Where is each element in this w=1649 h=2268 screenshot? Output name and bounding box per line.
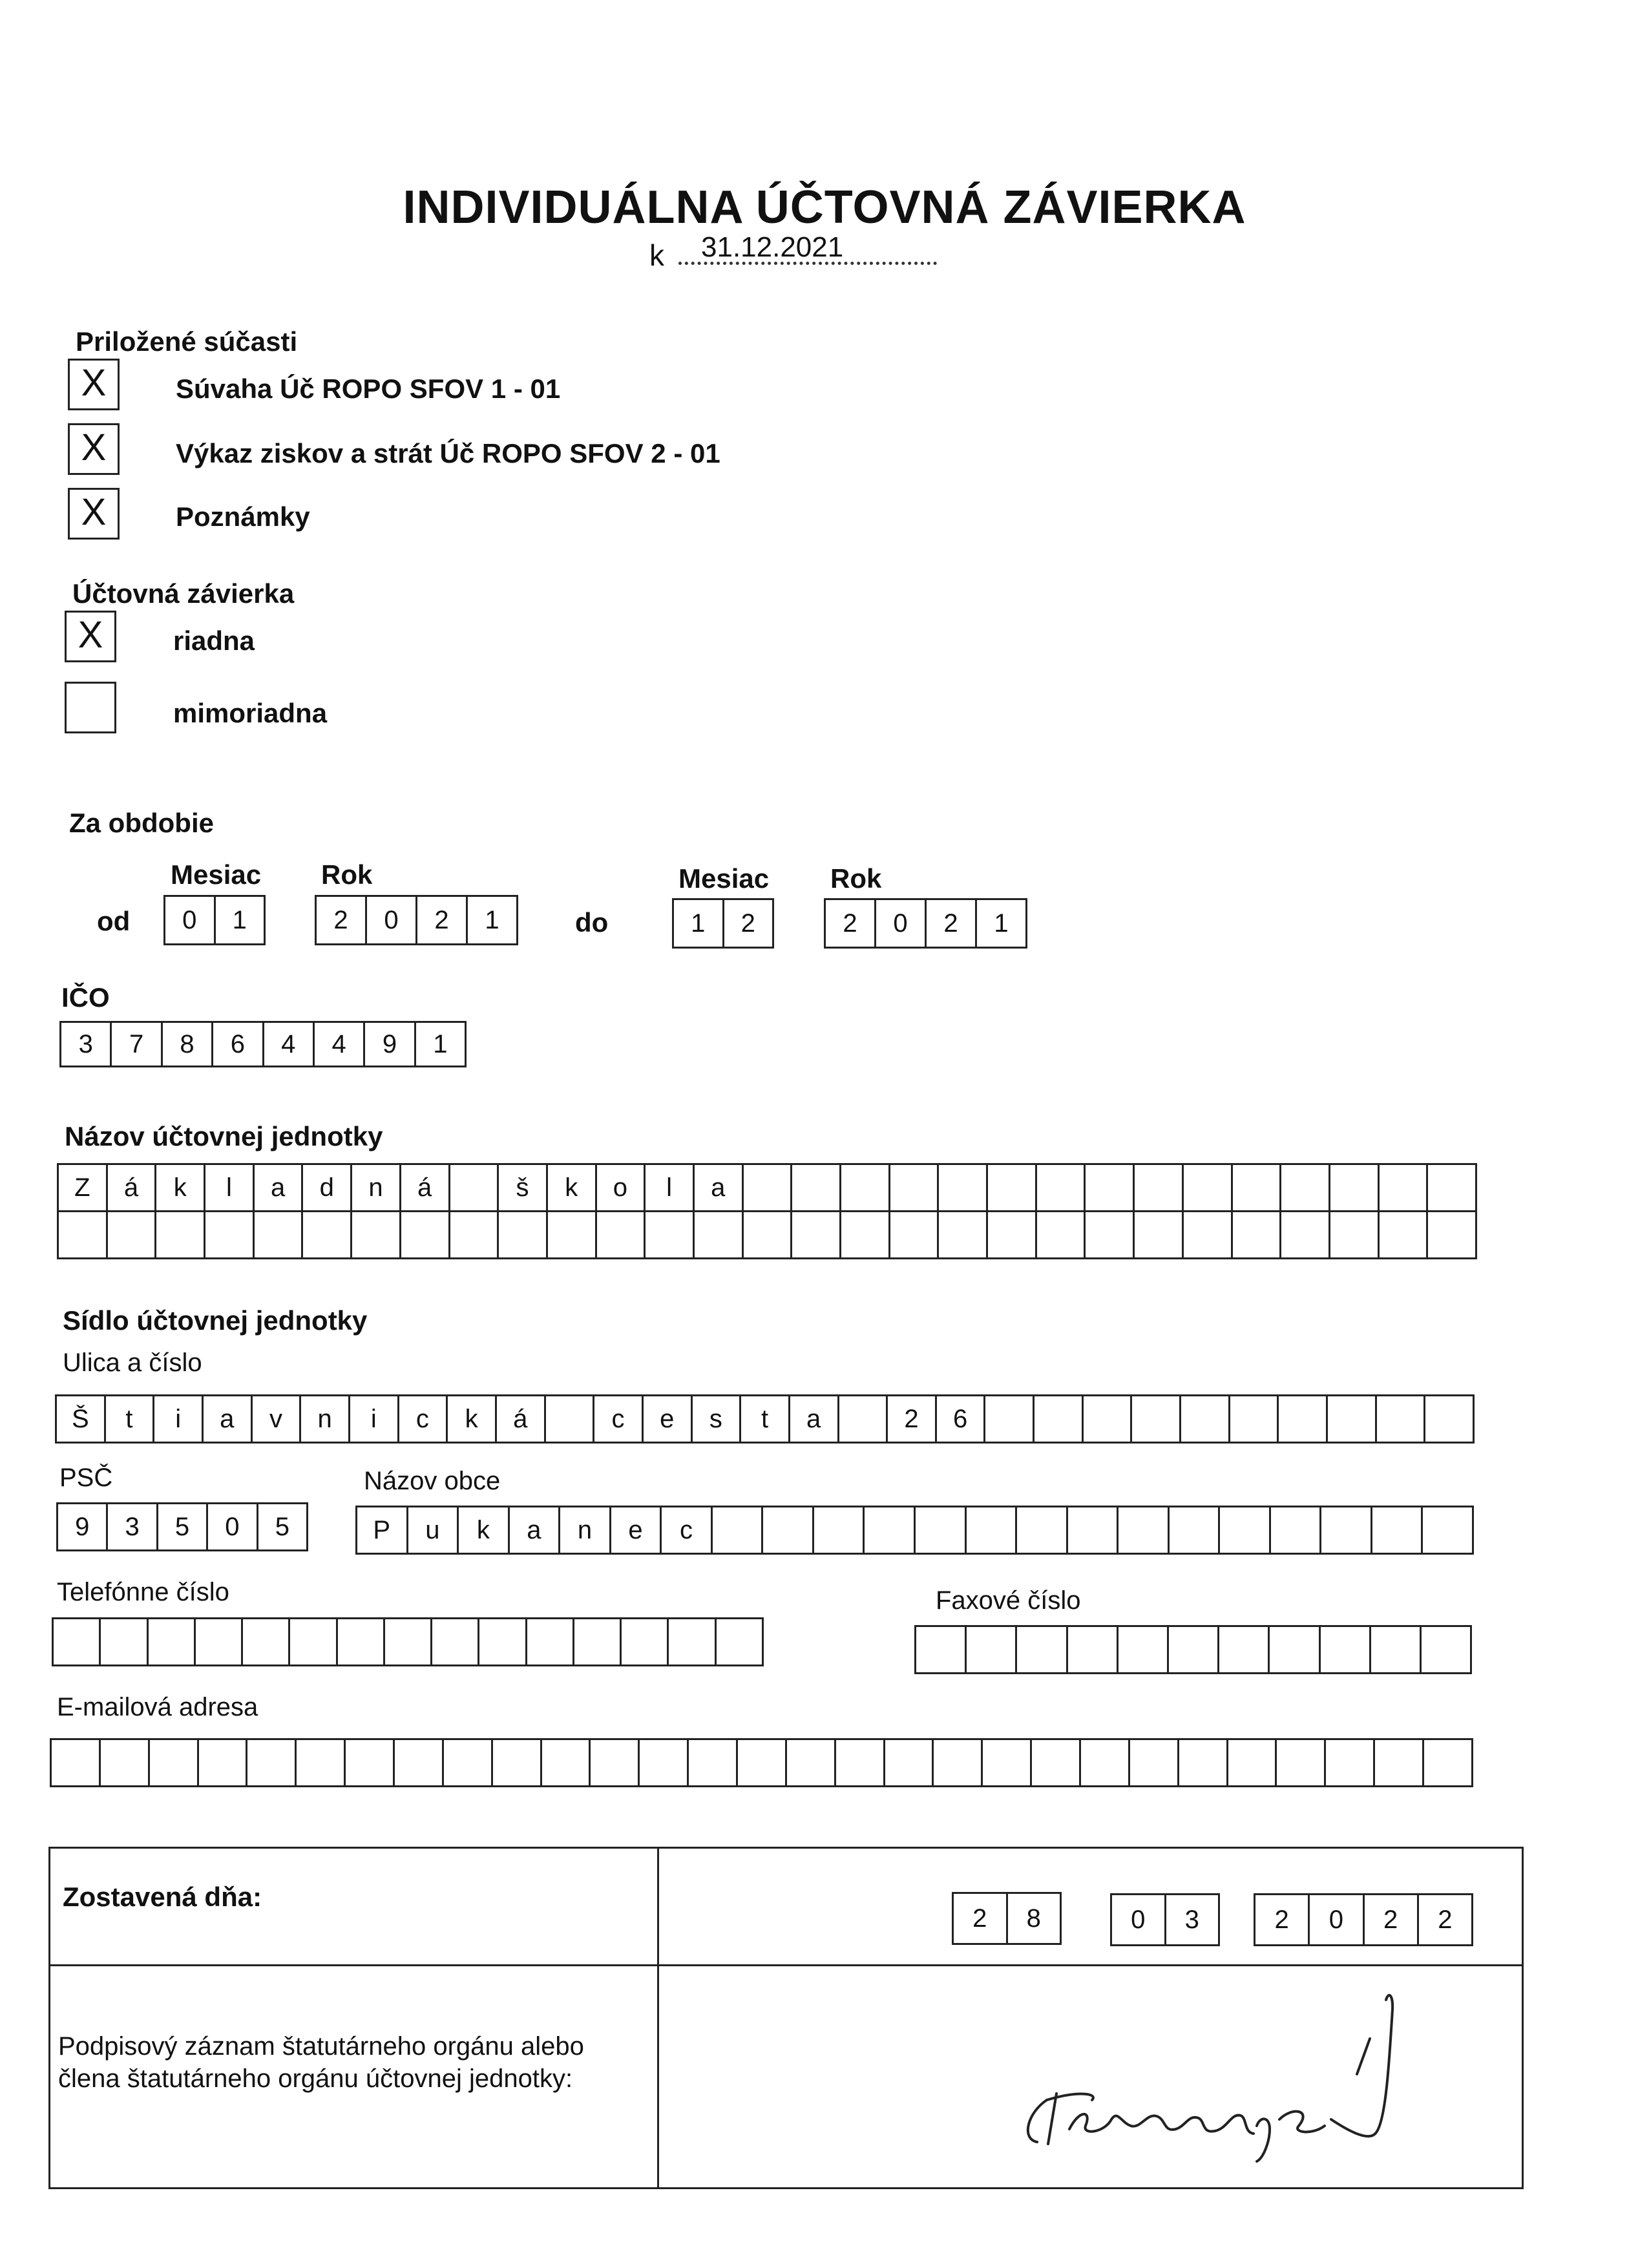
name-field-row2-cell[interactable] xyxy=(890,1212,940,1257)
fax-field[interactable] xyxy=(914,1625,1472,1674)
period-heading: Za obdobie xyxy=(69,808,214,838)
town-field-cell[interactable] xyxy=(1119,1507,1170,1553)
email-field-cell[interactable] xyxy=(297,1740,346,1785)
from-label: od xyxy=(97,906,131,936)
email-field-cell[interactable] xyxy=(787,1740,836,1785)
street-field-cell[interactable]: n xyxy=(301,1396,350,1442)
from-year-field-cell[interactable]: 1 xyxy=(485,905,499,934)
phone-field-cell[interactable] xyxy=(669,1619,716,1664)
name-field-row2-cell[interactable] xyxy=(1380,1212,1429,1257)
to-year-field-cell[interactable]: 0 xyxy=(876,900,927,947)
name-field-row2-cell[interactable] xyxy=(1135,1212,1184,1257)
ico-field-cell[interactable]: 4 xyxy=(264,1023,315,1066)
phone-field-cell[interactable] xyxy=(54,1619,101,1664)
email-field-cell[interactable] xyxy=(101,1740,150,1785)
from-month-field-cell[interactable]: 1 xyxy=(232,905,247,934)
name-field-row2-cell[interactable] xyxy=(156,1212,205,1257)
email-field-cell[interactable] xyxy=(150,1740,199,1785)
phone-field-cell[interactable] xyxy=(479,1619,527,1664)
to-month-label: Mesiac xyxy=(678,863,770,894)
name-field-row2-cell[interactable] xyxy=(255,1212,304,1257)
street-field-cell[interactable] xyxy=(1279,1396,1328,1442)
street-field-cell[interactable]: e xyxy=(644,1396,693,1442)
fax-field-cell[interactable] xyxy=(1321,1627,1371,1672)
street-field-cell[interactable] xyxy=(1035,1396,1084,1442)
fax-field-cell[interactable] xyxy=(1169,1627,1219,1672)
name-field-row1-cell[interactable]: k xyxy=(156,1165,205,1210)
label-regular: riadna xyxy=(173,625,255,656)
name-field-row2-cell[interactable] xyxy=(744,1212,793,1257)
signature-label-line1: Podpisový záznam štatutárneho orgánu alebo xyxy=(58,2032,584,2061)
name-field-row1-cell[interactable] xyxy=(1233,1165,1282,1210)
ico-field-cell[interactable]: 4 xyxy=(315,1023,365,1066)
email-field-cell[interactable] xyxy=(52,1740,101,1785)
name-field-row2-cell[interactable] xyxy=(450,1212,499,1257)
street-field-cell[interactable]: i xyxy=(154,1396,204,1442)
phone-field-cell[interactable] xyxy=(385,1619,432,1664)
name-field-row1-cell[interactable] xyxy=(988,1165,1037,1210)
email-field-cell[interactable] xyxy=(738,1740,787,1785)
email-field-cell[interactable] xyxy=(1424,1740,1471,1785)
email-field-cell[interactable] xyxy=(199,1740,248,1785)
email-field-cell[interactable] xyxy=(395,1740,444,1785)
street-field-cell[interactable]: á xyxy=(497,1396,546,1442)
name-field-row1-cell[interactable] xyxy=(841,1165,890,1210)
psc-field-cell[interactable]: 0 xyxy=(208,1504,258,1549)
street-field-cell[interactable] xyxy=(1230,1396,1279,1442)
name-field-row2-cell[interactable] xyxy=(108,1212,157,1257)
street-field-cell[interactable]: c xyxy=(594,1396,644,1442)
handwritten-signature xyxy=(1008,1971,1409,2165)
street-field-cell[interactable]: k xyxy=(448,1396,497,1442)
fax-field-cell[interactable] xyxy=(1017,1627,1067,1672)
seat-label: Sídlo účtovnej jednotky xyxy=(63,1305,368,1336)
street-field-cell[interactable]: c xyxy=(399,1396,448,1442)
name-field-row1-cell[interactable]: á xyxy=(108,1165,157,1210)
compiled-year-field-cell[interactable]: 0 xyxy=(1310,1895,1364,1944)
name-field-row2-cell[interactable] xyxy=(841,1212,890,1257)
date-dotted-line xyxy=(678,249,937,265)
email-field-cell[interactable] xyxy=(542,1740,591,1785)
name-field-row1-cell[interactable] xyxy=(1037,1165,1086,1210)
signature-label-line2: člena štatutárneho orgánu účtovnej jednotky: xyxy=(58,2064,573,2093)
from-year-label: Rok xyxy=(321,859,373,890)
email-field-cell[interactable] xyxy=(640,1740,689,1785)
email-field-cell[interactable] xyxy=(1130,1740,1179,1785)
town-field-cell[interactable]: u xyxy=(408,1507,459,1553)
name-field-row2-cell[interactable] xyxy=(1281,1212,1330,1257)
town-field-cell[interactable]: c xyxy=(662,1507,713,1553)
email-field-cell[interactable] xyxy=(493,1740,542,1785)
ico-field[interactable] xyxy=(59,1021,467,1067)
date-prefix: k xyxy=(649,238,664,272)
name-field-row2-cell[interactable] xyxy=(597,1212,646,1257)
street-field-cell[interactable]: Š xyxy=(57,1396,106,1442)
psc-field-cell[interactable]: 5 xyxy=(275,1512,289,1541)
from-month-field[interactable] xyxy=(163,895,266,945)
email-field-cell[interactable] xyxy=(247,1740,297,1785)
compiled-month-field[interactable] xyxy=(1110,1893,1220,1946)
name-field-row1-cell[interactable] xyxy=(1135,1165,1184,1210)
street-field-cell[interactable]: 6 xyxy=(937,1396,986,1442)
town-field-cell[interactable] xyxy=(1372,1507,1423,1553)
town-field-cell[interactable] xyxy=(916,1507,967,1553)
name-field-row2-cell[interactable] xyxy=(59,1212,108,1257)
phone-field[interactable] xyxy=(52,1617,764,1666)
town-field-cell[interactable] xyxy=(1271,1507,1322,1553)
email-field-cell[interactable] xyxy=(1228,1740,1277,1785)
name-field-row1-cell[interactable] xyxy=(1281,1165,1330,1210)
street-field-cell[interactable]: t xyxy=(741,1396,790,1442)
phone-field-cell[interactable] xyxy=(622,1619,669,1664)
table-divider-horizontal xyxy=(48,1964,1524,1966)
name-field-row1-cell[interactable] xyxy=(890,1165,940,1210)
from-year-field[interactable] xyxy=(315,895,518,945)
closure-heading: Účtovná závierka xyxy=(72,578,295,609)
name-field-row2-cell[interactable] xyxy=(792,1212,841,1257)
email-label: E-mailová adresa xyxy=(57,1693,258,1721)
name-field-row2-cell[interactable] xyxy=(303,1212,352,1257)
fax-field-cell[interactable] xyxy=(1068,1627,1119,1672)
name-field-row2[interactable] xyxy=(57,1210,1477,1259)
name-field-row1-cell[interactable] xyxy=(1380,1165,1429,1210)
to-year-field-cell[interactable]: 2 xyxy=(927,900,977,947)
name-field-row2-cell[interactable] xyxy=(352,1212,401,1257)
fax-field-cell[interactable] xyxy=(1270,1627,1320,1672)
street-field-cell[interactable] xyxy=(1328,1396,1377,1442)
ico-field-cell[interactable]: 1 xyxy=(433,1029,448,1058)
compiled-day-field[interactable] xyxy=(952,1892,1062,1945)
to-month-field[interactable] xyxy=(672,898,774,949)
psc-field-cell[interactable]: 5 xyxy=(158,1504,208,1549)
to-month-field-cell[interactable]: 1 xyxy=(674,900,724,947)
name-field-row1-cell[interactable]: o xyxy=(597,1165,646,1210)
name-field-row1-cell[interactable] xyxy=(450,1165,499,1210)
psc-field-cell[interactable]: 9 xyxy=(58,1504,108,1549)
from-year-field-cell[interactable]: 0 xyxy=(367,897,417,943)
fax-field-cell[interactable] xyxy=(1422,1627,1470,1672)
street-field-cell[interactable] xyxy=(546,1396,595,1442)
town-field-cell[interactable] xyxy=(1321,1507,1372,1553)
town-field-cell[interactable] xyxy=(1170,1507,1221,1553)
checkbox-profit-loss[interactable]: X xyxy=(68,423,120,475)
to-year-field[interactable] xyxy=(824,898,1027,949)
checkbox-regular[interactable]: X xyxy=(65,611,116,662)
email-field-cell[interactable] xyxy=(983,1740,1032,1785)
street-field-cell[interactable]: a xyxy=(790,1396,839,1442)
name-field-row2-cell[interactable] xyxy=(1037,1212,1086,1257)
email-field-cell[interactable] xyxy=(934,1740,983,1785)
fax-field-cell[interactable] xyxy=(1119,1627,1169,1672)
name-field-row1-cell[interactable]: d xyxy=(303,1165,352,1210)
phone-field-cell[interactable] xyxy=(196,1619,243,1664)
fax-label: Faxové číslo xyxy=(936,1586,1081,1615)
name-field-row1-cell[interactable]: l xyxy=(205,1165,255,1210)
name-field-row2-cell[interactable] xyxy=(499,1212,548,1257)
town-field-cell[interactable]: e xyxy=(611,1507,662,1553)
to-label: do xyxy=(575,907,609,938)
compiled-day-field-cell[interactable]: 2 xyxy=(954,1894,1008,1943)
street-field-cell[interactable]: i xyxy=(350,1396,399,1442)
name-field-row1-cell[interactable]: a xyxy=(255,1165,304,1210)
page-title: INDIVIDUÁLNA ÚČTOVNÁ ZÁVIERKA xyxy=(403,182,1246,233)
town-field-cell[interactable]: P xyxy=(357,1507,408,1553)
email-field[interactable] xyxy=(50,1738,1473,1787)
town-field-cell[interactable] xyxy=(1068,1507,1119,1553)
name-label: Názov účtovnej jednotky xyxy=(65,1121,383,1151)
street-field-cell[interactable] xyxy=(1377,1396,1426,1442)
email-field-cell[interactable] xyxy=(1375,1740,1424,1785)
name-field-row1-cell[interactable]: á xyxy=(401,1165,450,1210)
label-balance-sheet: Súvaha Úč ROPO SFOV 1 - 01 xyxy=(176,373,561,404)
name-field-row2-cell[interactable] xyxy=(1330,1212,1380,1257)
compiled-year-field-cell[interactable]: 2 xyxy=(1255,1895,1310,1944)
from-month-label: Mesiac xyxy=(171,859,262,890)
phone-label: Telefónne číslo xyxy=(57,1578,229,1606)
label-extraordinary: mimoriadna xyxy=(173,698,328,728)
ico-label: IČO xyxy=(61,982,110,1013)
email-field-cell[interactable] xyxy=(885,1740,934,1785)
town-field-cell[interactable] xyxy=(713,1507,764,1553)
email-field-cell[interactable] xyxy=(1179,1740,1228,1785)
label-profit-loss: Výkaz ziskov a strát Úč ROPO SFOV 2 - 01 xyxy=(176,438,720,468)
email-field-cell[interactable] xyxy=(836,1740,885,1785)
compiled-month-field-cell[interactable]: 3 xyxy=(1184,1905,1199,1934)
town-field-cell[interactable] xyxy=(814,1507,865,1553)
town-field-cell[interactable] xyxy=(967,1507,1018,1553)
from-year-field-cell[interactable]: 2 xyxy=(417,897,468,943)
town-field-cell[interactable] xyxy=(763,1507,814,1553)
compiled-year-field[interactable] xyxy=(1254,1893,1473,1946)
street-field-cell[interactable] xyxy=(1425,1396,1473,1442)
phone-field-cell[interactable] xyxy=(243,1619,290,1664)
to-year-label: Rok xyxy=(830,863,882,894)
street-field-cell[interactable] xyxy=(1181,1396,1230,1442)
name-field-row1-cell[interactable]: š xyxy=(499,1165,548,1210)
phone-field-cell[interactable] xyxy=(717,1619,762,1664)
name-field-row2-cell[interactable] xyxy=(1233,1212,1282,1257)
town-label: Názov obce xyxy=(364,1467,501,1495)
name-field-row1-cell[interactable]: k xyxy=(548,1165,597,1210)
phone-field-cell[interactable] xyxy=(574,1619,622,1664)
from-month-field-cell[interactable]: 0 xyxy=(165,897,216,943)
town-field-cell[interactable] xyxy=(1423,1507,1472,1553)
street-label: Ulica a číslo xyxy=(63,1349,202,1377)
phone-field-cell[interactable] xyxy=(101,1619,148,1664)
street-field[interactable] xyxy=(55,1394,1475,1444)
compiled-year-field-cell[interactable]: 2 xyxy=(1438,1905,1453,1934)
name-field-row2-cell[interactable] xyxy=(205,1212,255,1257)
name-field-row2-cell[interactable] xyxy=(1086,1212,1135,1257)
psc-field-cell[interactable]: 3 xyxy=(108,1504,158,1549)
phone-field-cell[interactable] xyxy=(432,1619,479,1664)
town-field-cell[interactable] xyxy=(865,1507,916,1553)
attached-heading: Priložené súčasti xyxy=(76,326,298,357)
street-field-cell[interactable] xyxy=(1132,1396,1181,1442)
name-field-row2-cell[interactable] xyxy=(548,1212,597,1257)
checkbox-balance-sheet[interactable]: X xyxy=(68,359,120,410)
name-field-row1-cell[interactable] xyxy=(1330,1165,1380,1210)
name-field-row1-cell[interactable] xyxy=(744,1165,793,1210)
compiled-month-field-cell[interactable]: 0 xyxy=(1112,1895,1166,1944)
street-field-cell[interactable] xyxy=(985,1396,1035,1442)
compiled-year-field-cell[interactable]: 2 xyxy=(1365,1895,1419,1944)
name-field-row2-cell[interactable] xyxy=(988,1212,1037,1257)
town-field-cell[interactable] xyxy=(1220,1507,1271,1553)
name-field-row2-cell[interactable] xyxy=(695,1212,744,1257)
to-month-field-cell[interactable]: 2 xyxy=(740,908,755,938)
email-field-cell[interactable] xyxy=(1081,1740,1130,1785)
street-field-cell[interactable] xyxy=(1084,1396,1133,1442)
name-field-row2-cell[interactable] xyxy=(1184,1212,1233,1257)
town-field-cell[interactable]: n xyxy=(560,1507,611,1553)
name-field-row1-cell[interactable]: l xyxy=(646,1165,695,1210)
email-field-cell[interactable] xyxy=(346,1740,395,1785)
fax-field-cell[interactable] xyxy=(967,1627,1017,1672)
name-field-row1-cell[interactable] xyxy=(792,1165,841,1210)
to-year-field-cell[interactable]: 1 xyxy=(994,908,1009,938)
town-field-cell[interactable] xyxy=(1017,1507,1068,1553)
email-field-cell[interactable] xyxy=(444,1740,493,1785)
name-field-row1-cell[interactable] xyxy=(939,1165,988,1210)
compiled-day-field-cell[interactable]: 8 xyxy=(1026,1904,1041,1933)
phone-field-cell[interactable] xyxy=(338,1619,385,1664)
street-field-cell[interactable] xyxy=(839,1396,888,1442)
phone-field-cell[interactable] xyxy=(290,1619,337,1664)
name-field-row1-cell[interactable] xyxy=(1428,1165,1475,1210)
name-field-row2-cell[interactable] xyxy=(401,1212,450,1257)
from-year-field-cell[interactable]: 2 xyxy=(317,897,367,943)
phone-field-cell[interactable] xyxy=(527,1619,574,1664)
street-field-cell[interactable]: v xyxy=(253,1396,302,1442)
name-field-row1-cell[interactable] xyxy=(1086,1165,1135,1210)
name-field-row2-cell[interactable] xyxy=(646,1212,695,1257)
name-field-row1-cell[interactable] xyxy=(1184,1165,1233,1210)
fax-field-cell[interactable] xyxy=(916,1627,967,1672)
street-field-cell[interactable]: s xyxy=(693,1396,742,1442)
fax-field-cell[interactable] xyxy=(1371,1627,1422,1672)
name-field-row1-cell[interactable]: n xyxy=(352,1165,401,1210)
email-field-cell[interactable] xyxy=(591,1740,640,1785)
name-field-row2-cell[interactable] xyxy=(939,1212,988,1257)
closure-date[interactable]: 31.12.2021 xyxy=(701,231,844,263)
email-field-cell[interactable] xyxy=(1277,1740,1326,1785)
street-field-cell[interactable]: 2 xyxy=(888,1396,937,1442)
email-field-cell[interactable] xyxy=(1326,1740,1375,1785)
name-field-row2-cell[interactable] xyxy=(1428,1212,1475,1257)
email-field-cell[interactable] xyxy=(689,1740,738,1785)
name-field-row1-cell[interactable]: a xyxy=(695,1165,744,1210)
checkbox-extraordinary[interactable] xyxy=(65,682,116,733)
ico-field-cell[interactable]: 9 xyxy=(365,1023,415,1066)
email-field-cell[interactable] xyxy=(1032,1740,1081,1785)
ico-field-cell[interactable]: 6 xyxy=(213,1023,264,1066)
to-year-field-cell[interactable]: 2 xyxy=(826,900,876,947)
town-field-cell[interactable]: k xyxy=(459,1507,510,1553)
ico-field-cell[interactable]: 7 xyxy=(112,1023,162,1066)
town-field-cell[interactable]: a xyxy=(510,1507,561,1553)
ico-field-cell[interactable]: 8 xyxy=(163,1023,213,1066)
ico-field-cell[interactable]: 3 xyxy=(61,1023,112,1066)
name-field-row1-cell[interactable]: Z xyxy=(59,1165,108,1210)
psc-label: PSČ xyxy=(59,1464,113,1492)
fax-field-cell[interactable] xyxy=(1219,1627,1270,1672)
compiled-label: Zostavená dňa: xyxy=(63,1882,262,1912)
street-field-cell[interactable]: a xyxy=(204,1396,253,1442)
street-field-cell[interactable]: t xyxy=(106,1396,155,1442)
psc-field[interactable] xyxy=(56,1502,308,1551)
name-field-row1[interactable] xyxy=(57,1163,1477,1212)
table-divider-vertical xyxy=(657,1847,659,2189)
checkbox-notes[interactable]: X xyxy=(68,488,120,540)
label-notes: Poznámky xyxy=(176,501,310,532)
phone-field-cell[interactable] xyxy=(149,1619,196,1664)
town-field[interactable] xyxy=(355,1506,1474,1555)
